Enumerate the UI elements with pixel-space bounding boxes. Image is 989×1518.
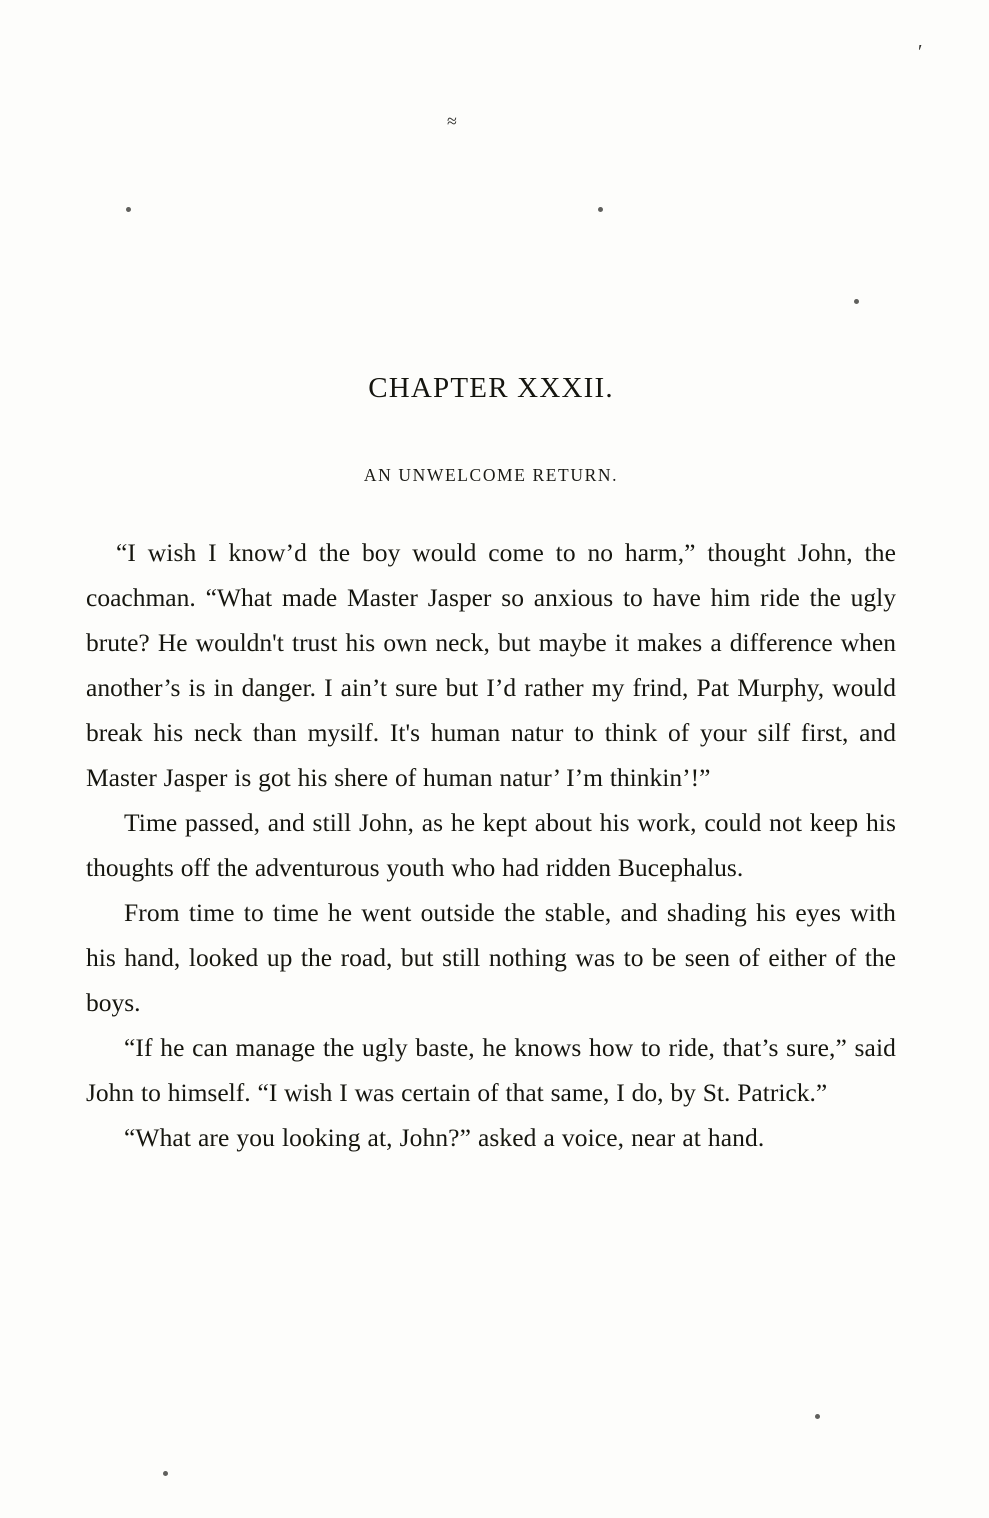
paragraph: “I wish I know’d the boy would come to no harm,” thought John, the coachman. “What made Master Jasper so anxious to have him ride the ugly brute? He wouldn't trust his own neck, but maybe it makes a difference when another’s is in danger. I ain’t sure but I’d rather my frind, Pat Murphy, would break his neck than mysilf. It's human natur to think of your silf first, and Master Jasper is got his shere of human natur’ I’m thinkin’!”: [86, 538, 896, 792]
scan-speck: [854, 299, 859, 304]
paragraph: From time to time he went outside the stable, and shading his eyes with his hand, looked up the road, but still nothing was to be seen of either of the boys.: [86, 898, 896, 1017]
paragraph: “If he can manage the ugly baste, he knows how to ride, that’s sure,” said John to himself. “I wish I was certain of that same, I do, by St. Patrick.”: [86, 1033, 896, 1107]
body-text: [86, 530, 896, 1160]
page-content: [86, 372, 896, 1160]
scan-speck: [163, 1471, 168, 1476]
center-tick-top-icon: ≈: [447, 111, 457, 131]
corner-tick-top-right-icon: ′: [918, 41, 923, 63]
chapter-subtitle: AN UNWELCOME RETURN.: [363, 465, 619, 485]
scan-speck: [815, 1414, 820, 1419]
scan-speck: [598, 207, 603, 212]
chapter-title: CHAPTER XXXII.: [368, 372, 614, 404]
scan-speck: [126, 207, 131, 212]
paragraph: Time passed, and still John, as he kept about his work, could not keep his thoughts off the adventurous youth who had ridden Bucephalus.: [86, 808, 896, 882]
paragraph: “What are you looking at, John?” asked a voice, near at hand.: [124, 1123, 765, 1152]
